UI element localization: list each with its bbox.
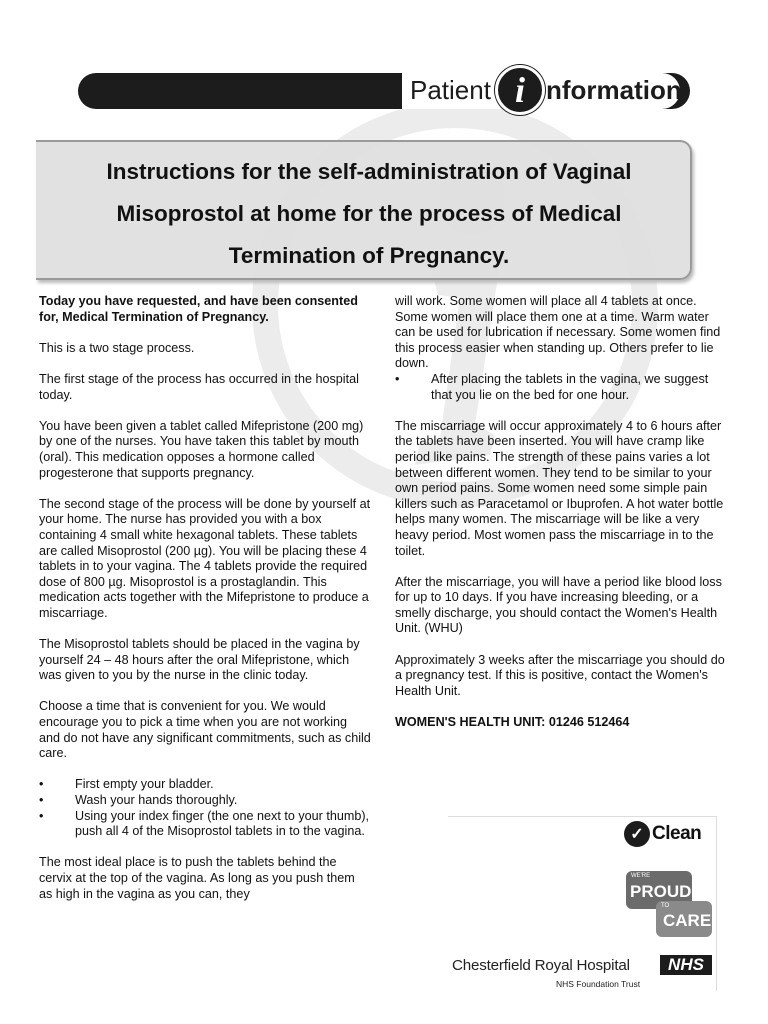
paragraph: The Misoprostol tablets should be placed in the vagina by yourself 24 – 48 hours after the oral Mifepristone, which was given to you by the nurse in the clinic today. [39,637,360,683]
clean-label: Clean [652,823,702,844]
right-column [395,294,727,746]
proud-small-label: WE'RE [631,873,651,879]
foundation-trust-label: NHS Foundation Trust [556,979,641,989]
paragraph: Approximately 3 weeks after the miscarriage you should do a pregnancy test. If this is positive, contact the Women's Health Unit. [395,652,725,698]
clean-hand-icon: ✓ [624,821,650,847]
paragraph: You have been given a tablet called Mifepristone (200 mg) by one of the nurses. You have taken this tablet by mouth (oral). This medication opposes a hormone called progesterone that supports pregnancy. [39,418,364,480]
paragraph: will work. Some women will place all 4 tablets at once. Some women will place them one at a time. Warm water can be used for lubrication if necessary. Some women find this process easier when standing up. Others prefer to lie down. [395,294,721,371]
nhs-logo: NHS [660,955,712,975]
paragraph: After the miscarriage, you will have a period like blood loss for up to 10 days. If you have increasing bleeding, or a smelly discharge, you should contact the Women's Health Unit. (WHU) [395,574,722,636]
logo-panel [448,816,717,991]
paragraph: The most ideal place is to push the tablets behind the cervix at the top of the vagina. As long as you push them as high in the vagina as you can, they [39,855,355,901]
title-box [36,140,692,280]
instruction-list [395,372,727,403]
paragraph: The first stage of the process has occurred in the hospital today. [39,371,359,402]
paragraph: The second stage of the process will be done by yourself at your home. The nurse has provided you with a box containing 4 small white hexagonal tablets. These tablets are called Misoprostol (200 µg). You will be placing these 4 tablets in to your vagina. The 4 tablets provide the required dose of 800 µg. Misoprostol is a prostaglandin. This medication acts together with the Mifepristone to produce a miscarriage. [39,496,371,620]
hospital-name: Chesterfield Royal Hospital [452,957,630,974]
contact-number: WOMEN'S HEALTH UNIT: 01246 512464 [395,715,630,730]
care-small-label: TO [661,903,670,909]
list-item: • After placing the tablets in the vagina, we suggest that you lie on the bed for one hour. [395,372,727,403]
document-title: Instructions for the self-administration of Vaginal Misoprostol at home for the process of Medical Termination of Pregnancy. [106,159,632,268]
list-item: • First empty your bladder. [39,777,371,793]
list-item: • Wash your hands thoroughly. [39,793,371,809]
patient-information-logo [410,62,682,118]
intro-paragraph: Today you have requested, and have been consented for, Medical Termination of Pregnancy. [39,294,358,324]
care-speech-bubble [656,901,712,937]
information-i-icon: i [495,65,545,115]
patient-label: Patient [410,74,491,105]
paragraph: Choose a time that is convenient for you. We would encourage you to pick a time when you are not working and do not have any significant commitments, such as child care. [39,699,371,761]
clean-logo [624,821,701,847]
left-column [39,294,371,918]
instruction-list [39,777,371,839]
proud-label: PROUD [630,882,692,901]
paragraph: This is a two stage process. [39,340,195,355]
care-label: CARE [663,911,712,930]
information-label: nformation [545,74,682,105]
paragraph: The miscarriage will occur approximately 4 to 6 hours after the tablets have been inserted. You will have cramp like period like pains. The strength of these pains varies a lot between different women. They tend to be similar to your own period pains. Some women need some simple pain killers such as Paracetamol or Ibuprofen. A hot water bottle helps many women. The miscarriage will be like a very heavy period. Most women pass the miscarriage in to the toilet. [395,418,724,558]
list-item: • Using your index finger (the one next to your thumb), push all 4 of the Misoprostol tablets in to the vagina. [39,809,371,840]
